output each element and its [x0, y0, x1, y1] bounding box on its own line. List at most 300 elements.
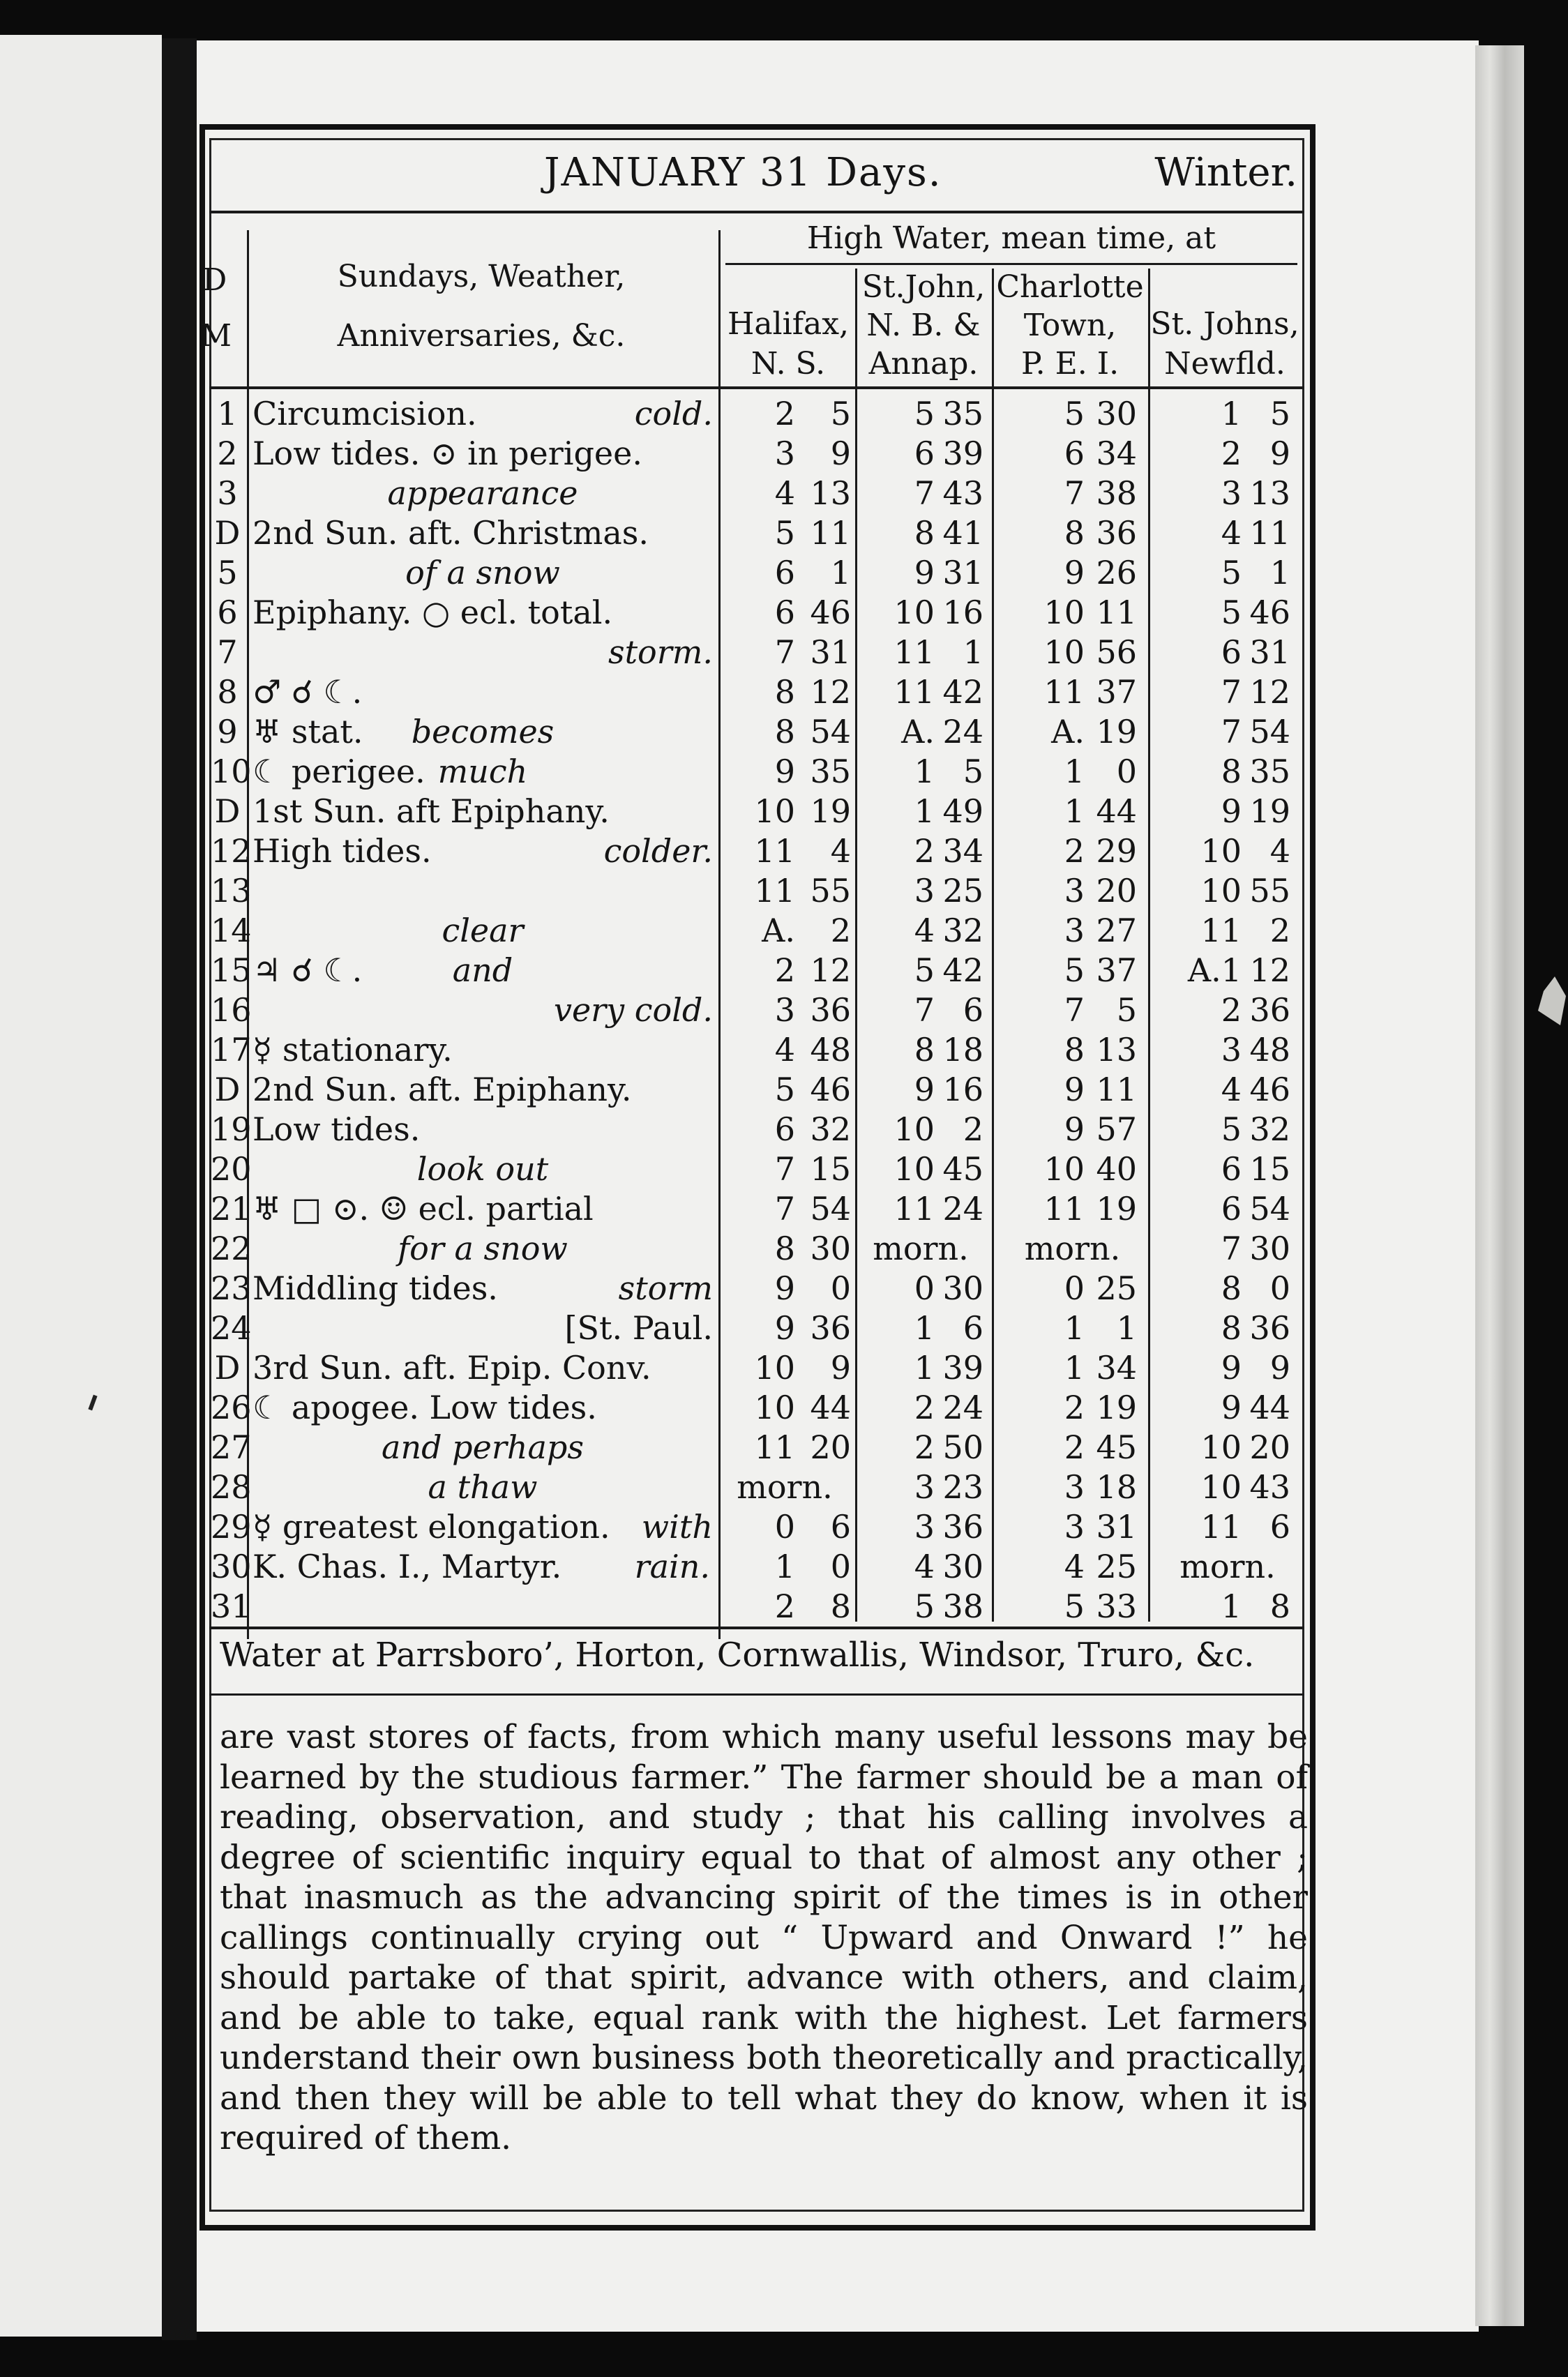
- tide-minute-h: 46: [810, 1071, 851, 1108]
- tide-hour-sj: 10: [894, 1110, 935, 1148]
- table-row: [209, 911, 1304, 951]
- tide-minute-h: 5: [830, 395, 851, 432]
- day-of-month: 19: [211, 1110, 252, 1148]
- header-bottom-rule: [209, 386, 1304, 389]
- charlotte-header-1: Charlotte: [996, 269, 1144, 305]
- tide-hour-h: 6: [774, 594, 795, 631]
- tide-minute-sj: 6: [963, 1309, 983, 1347]
- event-text: ☿ greatest elongation.: [252, 1508, 610, 1546]
- tide-hour-sj: 2: [914, 1389, 935, 1426]
- stjohn-header-2: N. B. &: [866, 308, 981, 343]
- tide-minute-h: 9: [830, 1349, 851, 1387]
- event-text: ♃ ☌ ☾.: [252, 951, 363, 989]
- paragraph-text: are vast stores of facts, from which many useful lessons may be learned by the studious farmer.” The farmer should be a man of reading, observation, and study ; that his calling involves a degree of scientific inquiry equal to that of almost any other ; that inasmuch as the advancing spirit of the times is in other callings continually crying out “ Upward and Onward !” he should partake of that spirit, advance with others, and claim, and be able to take, equal rank with the highest. Let farmers understand their own business both theoretically and practically, and then they will be able to tell what they do know, when it is required of them.: [220, 1718, 1308, 2157]
- tide-minute-ch: 19: [1096, 1190, 1137, 1228]
- tide-hour-ch: 1: [1064, 792, 1085, 830]
- table-row: [209, 1189, 1304, 1229]
- tide-minute-h: 15: [810, 1150, 851, 1188]
- table-row: [209, 831, 1304, 871]
- tide-hour-sj: 3: [914, 872, 935, 910]
- day-of-month: 29: [211, 1508, 252, 1546]
- tide-hour-nf: 5: [1221, 554, 1242, 591]
- table-row: [209, 1110, 1304, 1149]
- table-row: [209, 513, 1304, 553]
- tide-hour-ch: 10: [1043, 633, 1085, 671]
- tide-minute-ch: 19: [1096, 1389, 1137, 1426]
- tide-minute-ch: 30: [1096, 395, 1137, 432]
- tide-hour-h: 7: [774, 1150, 795, 1188]
- tide-hour-h: 8: [774, 1230, 795, 1267]
- tide-minute-ch: 57: [1096, 1110, 1137, 1148]
- tide-minute-sj: 18: [942, 1031, 983, 1069]
- tide-hour-sj: 3: [914, 1468, 935, 1506]
- day-of-month: 20: [211, 1150, 252, 1188]
- tide-minute-sj: 38: [942, 1587, 983, 1625]
- tide-minute-nf: 32: [1249, 1110, 1290, 1148]
- tide-hour-h: 10: [754, 792, 795, 830]
- tide-hour-ch: 0: [1064, 1269, 1085, 1307]
- tide-hour-sj: 8: [914, 1031, 935, 1069]
- tide-minute-nf: 19: [1249, 792, 1290, 830]
- tide-time-nf: morn.: [1179, 1548, 1276, 1585]
- tide-hour-h: 2: [774, 395, 795, 432]
- weather-text: appearance: [387, 474, 578, 512]
- stjohn-header-1: St.John,: [861, 269, 986, 305]
- tide-minute-h: 11: [810, 514, 851, 552]
- tide-hour-sj: 10: [894, 594, 935, 631]
- tide-minute-ch: 37: [1096, 951, 1137, 989]
- event-text: 2nd Sun. aft. Epiphany.: [252, 1071, 632, 1108]
- tide-hour-h: 0: [774, 1508, 795, 1546]
- tide-hour-h: 4: [774, 474, 795, 512]
- table-row: [209, 951, 1304, 990]
- tide-minute-nf: 35: [1249, 753, 1290, 790]
- day-of-month: 24: [211, 1309, 252, 1347]
- tide-minute-sj: 43: [942, 474, 983, 512]
- tide-hour-ch: 9: [1064, 1110, 1085, 1148]
- tide-minute-ch: 27: [1096, 912, 1137, 949]
- day-of-month: 1: [217, 395, 238, 432]
- tide-hour-h: 11: [754, 1428, 795, 1466]
- note-bottom-rule: [209, 1693, 1304, 1696]
- tide-hour-nf: 5: [1221, 1110, 1242, 1148]
- tide-hour-ch: 9: [1064, 1071, 1085, 1108]
- tide-minute-nf: 54: [1249, 1190, 1290, 1228]
- tide-hour-ch: 8: [1064, 514, 1085, 552]
- tide-minute-nf: 31: [1249, 633, 1290, 671]
- tide-hour-ch: 1: [1064, 1349, 1085, 1387]
- tide-minute-ch: 38: [1096, 474, 1137, 512]
- tide-hour-sj: 4: [914, 912, 935, 949]
- tide-hour-ch: 7: [1064, 474, 1085, 512]
- tide-minute-ch: 34: [1096, 435, 1137, 472]
- weather-text: look out: [416, 1150, 549, 1188]
- day-of-month: 14: [211, 912, 252, 949]
- tide-minute-sj: 34: [942, 832, 983, 870]
- tide-hour-ch: 10: [1043, 594, 1085, 631]
- halifax-header-1: Halifax,: [727, 306, 850, 342]
- tide-hour-h: 2: [774, 1587, 795, 1625]
- tide-minute-nf: 43: [1249, 1468, 1290, 1506]
- day-of-month: 26: [211, 1389, 252, 1426]
- tide-hour-h: 6: [774, 1110, 795, 1148]
- tide-hour-ch: A.: [1051, 713, 1085, 750]
- tide-minute-ch: 0: [1116, 753, 1137, 790]
- tide-hour-nf: 11: [1200, 1508, 1242, 1546]
- month-title: JANUARY 31 Days.: [544, 150, 942, 195]
- tide-minute-h: 32: [810, 1110, 851, 1148]
- tide-minute-nf: 1: [1269, 554, 1290, 591]
- tide-minute-nf: 46: [1249, 1071, 1290, 1108]
- tide-hour-nf: 8: [1221, 753, 1242, 790]
- event-text: ♂ ☌ ☾.: [252, 673, 363, 711]
- table-row: [209, 1507, 1304, 1547]
- tide-minute-sj: 23: [942, 1468, 983, 1506]
- tide-minute-sj: 2: [963, 1110, 983, 1148]
- tide-hour-sj: 5: [914, 951, 935, 989]
- weather-text: very cold.: [553, 991, 713, 1029]
- table-row: [209, 1348, 1304, 1388]
- event-text: ♅ stat.: [252, 713, 363, 750]
- tide-minute-ch: 25: [1096, 1269, 1137, 1307]
- tide-hour-nf: 4: [1221, 1071, 1242, 1108]
- season-label: Winter.: [1154, 150, 1297, 195]
- tide-hour-ch: 3: [1064, 1468, 1085, 1506]
- day-of-month: 6: [217, 594, 238, 631]
- tide-minute-nf: 4: [1269, 832, 1290, 870]
- tide-minute-ch: 13: [1096, 1031, 1137, 1069]
- tide-minute-nf: 0: [1269, 1269, 1290, 1307]
- tide-hour-nf: 2: [1221, 435, 1242, 472]
- water-note: Water at Parrsboro’, Horton, Cornwallis, Windsor, Truro, &c.: [220, 1636, 1255, 1675]
- tide-minute-sj: 24: [942, 1389, 983, 1426]
- tide-minute-sj: 39: [942, 1349, 983, 1387]
- tide-hour-h: 3: [774, 991, 795, 1029]
- tide-minute-sj: 1: [963, 633, 983, 671]
- tide-hour-h: 5: [774, 514, 795, 552]
- stjohns-header-2: Newfld.: [1164, 346, 1286, 382]
- tide-minute-ch: 26: [1096, 554, 1137, 591]
- tide-minute-h: 46: [810, 594, 851, 631]
- charlotte-header-3: P. E. I.: [1020, 346, 1120, 382]
- tide-minute-ch: 36: [1096, 514, 1137, 552]
- tide-minute-nf: 30: [1249, 1230, 1290, 1267]
- tide-minute-nf: 9: [1269, 1349, 1290, 1387]
- tide-hour-nf: 3: [1221, 1031, 1242, 1069]
- tide-hour-ch: 2: [1064, 832, 1085, 870]
- event-text: 2nd Sun. aft. Christmas.: [252, 514, 649, 552]
- tide-hour-h: 9: [774, 753, 795, 790]
- tide-minute-nf: 20: [1249, 1428, 1290, 1466]
- tide-minute-h: 12: [810, 673, 851, 711]
- weather-text: storm: [618, 1269, 713, 1307]
- tide-hour-sj: 4: [914, 1548, 935, 1585]
- tide-minute-ch: 11: [1096, 1071, 1137, 1108]
- facing-page: [0, 35, 162, 2337]
- table-row: [209, 434, 1304, 474]
- event-text: Low tides.: [252, 1110, 421, 1148]
- table-row: [209, 1547, 1304, 1587]
- day-of-month: 21: [211, 1190, 252, 1228]
- table-row: [209, 553, 1304, 593]
- day-of-month: 12: [211, 832, 252, 870]
- tide-minute-nf: 12: [1249, 951, 1290, 989]
- event-text: Middling tides.: [252, 1269, 498, 1307]
- tide-minute-sj: 31: [942, 554, 983, 591]
- tide-minute-sj: 41: [942, 514, 983, 552]
- day-of-month: 10: [211, 753, 252, 790]
- table-row: [209, 1149, 1304, 1189]
- event-text: 3rd Sun. aft. Epip. Conv.: [252, 1349, 651, 1387]
- tide-minute-ch: 1: [1116, 1309, 1137, 1347]
- tide-minute-h: 54: [810, 1190, 851, 1228]
- high-water-header: High Water, mean time, at: [806, 220, 1216, 256]
- tide-hour-nf: 10: [1200, 872, 1242, 910]
- tide-minute-ch: 18: [1096, 1468, 1137, 1506]
- day-of-month: 23: [211, 1269, 252, 1307]
- tide-minute-h: 13: [810, 474, 851, 512]
- tide-hour-nf: 11: [1200, 912, 1242, 949]
- event-text: K. Chas. I., Martyr.: [252, 1548, 562, 1585]
- tide-minute-h: 36: [810, 991, 851, 1029]
- day-of-month: 13: [211, 872, 252, 910]
- tide-minute-sj: 30: [942, 1548, 983, 1585]
- weather-text: becomes: [411, 713, 555, 750]
- tide-hour-sj: 1: [914, 1309, 935, 1347]
- tide-minute-nf: 36: [1249, 1309, 1290, 1347]
- tide-hour-ch: 1: [1064, 1309, 1085, 1347]
- tide-hour-ch: 5: [1064, 1587, 1085, 1625]
- weather-text: much: [437, 753, 528, 790]
- tide-hour-h: 6: [774, 554, 795, 591]
- tide-minute-nf: 6: [1269, 1508, 1290, 1546]
- tide-minute-sj: 30: [942, 1269, 983, 1307]
- tide-hour-h: 11: [754, 872, 795, 910]
- stjohn-header-3: Annap.: [868, 346, 979, 382]
- tide-minute-sj: 5: [963, 753, 983, 790]
- day-of-month: 7: [217, 633, 238, 671]
- tide-hour-nf: 5: [1221, 594, 1242, 631]
- table-row: [209, 633, 1304, 672]
- tide-minute-nf: 13: [1249, 474, 1290, 512]
- dm-header-top: D: [202, 262, 227, 298]
- day-of-month: 3: [217, 474, 238, 512]
- tide-minute-sj: 32: [942, 912, 983, 949]
- weather-text: and: [452, 951, 513, 989]
- tide-minute-nf: 12: [1249, 673, 1290, 711]
- tide-minute-sj: 6: [963, 991, 983, 1029]
- tide-hour-nf: 7: [1221, 713, 1242, 750]
- tide-minute-ch: 44: [1096, 792, 1137, 830]
- dm-header-bottom: M: [200, 318, 232, 354]
- high-water-rule: [725, 263, 1297, 265]
- table-row: [209, 792, 1304, 831]
- tide-hour-h: 9: [774, 1269, 795, 1307]
- tide-time-ch: morn.: [1024, 1230, 1121, 1267]
- tide-hour-h: 2: [774, 951, 795, 989]
- event-text: High tides.: [252, 832, 432, 870]
- tide-hour-h: 7: [774, 1190, 795, 1228]
- tide-hour-nf: 3: [1221, 474, 1242, 512]
- tide-hour-sj: 11: [894, 673, 935, 711]
- event-text: 1st Sun. aft Epiphany.: [252, 792, 610, 830]
- tide-hour-sj: 2: [914, 1428, 935, 1466]
- tide-minute-nf: 9: [1269, 435, 1290, 472]
- day-of-month: 15: [211, 951, 252, 989]
- tide-minute-sj: 42: [942, 673, 983, 711]
- title-row: [209, 150, 1304, 206]
- tide-minute-h: 31: [810, 633, 851, 671]
- tide-hour-h: 9: [774, 1309, 795, 1347]
- tide-hour-sj: 9: [914, 554, 935, 591]
- tide-hour-h: 7: [774, 633, 795, 671]
- tide-minute-sj: 50: [942, 1428, 983, 1466]
- weather-text: and perhaps: [382, 1428, 584, 1466]
- tide-hour-sj: 5: [914, 395, 935, 432]
- tide-hour-sj: 1: [914, 753, 935, 790]
- tide-minute-h: 1: [830, 554, 851, 591]
- tide-minute-sj: 24: [942, 1190, 983, 1228]
- tide-minute-nf: 54: [1249, 713, 1290, 750]
- tide-hour-h: 5: [774, 1071, 795, 1108]
- tide-hour-sj: 5: [914, 1587, 935, 1625]
- tide-minute-h: 2: [830, 912, 851, 949]
- table-row: [209, 1308, 1304, 1348]
- tide-hour-nf: 6: [1221, 1150, 1242, 1188]
- day-of-month: 9: [217, 713, 238, 750]
- weather-text: cold.: [634, 395, 713, 432]
- table-row: [209, 1428, 1304, 1467]
- tide-minute-sj: 36: [942, 1508, 983, 1546]
- tide-hour-ch: 5: [1064, 395, 1085, 432]
- tide-minute-sj: 24: [942, 713, 983, 750]
- tide-hour-nf: 1: [1221, 1587, 1242, 1625]
- tide-hour-sj: 11: [894, 633, 935, 671]
- tide-minute-ch: 25: [1096, 1548, 1137, 1585]
- day-of-month: 5: [217, 554, 238, 591]
- event-text: Circumcision.: [252, 395, 477, 432]
- tide-hour-sj: 2: [914, 832, 935, 870]
- tide-hour-h: 8: [774, 673, 795, 711]
- tide-minute-ch: 33: [1096, 1587, 1137, 1625]
- tide-minute-nf: 15: [1249, 1150, 1290, 1188]
- tide-minute-sj: 35: [942, 395, 983, 432]
- tide-hour-h: A.: [762, 912, 795, 949]
- tide-minute-nf: 11: [1249, 514, 1290, 552]
- tide-hour-h: 10: [754, 1389, 795, 1426]
- table-row: [209, 1587, 1304, 1627]
- tide-minute-sj: 39: [942, 435, 983, 472]
- tide-minute-ch: 45: [1096, 1428, 1137, 1466]
- tide-hour-ch: 9: [1064, 554, 1085, 591]
- tide-minute-h: 0: [830, 1269, 851, 1307]
- tide-minute-h: 20: [810, 1428, 851, 1466]
- tide-minute-sj: 42: [942, 951, 983, 989]
- tide-hour-ch: 1: [1064, 753, 1085, 790]
- tide-hour-nf: 7: [1221, 1230, 1242, 1267]
- day-of-month: 27: [211, 1428, 252, 1466]
- tide-minute-h: 30: [810, 1230, 851, 1267]
- tide-hour-sj: 11: [894, 1190, 935, 1228]
- tide-minute-h: 55: [810, 872, 851, 910]
- day-of-month: 2: [217, 435, 238, 472]
- tide-minute-ch: 56: [1096, 633, 1137, 671]
- tide-hour-nf: 10: [1200, 1428, 1242, 1466]
- tide-minute-nf: 36: [1249, 991, 1290, 1029]
- day-of-month: 22: [211, 1230, 252, 1267]
- tide-minute-h: 8: [830, 1587, 851, 1625]
- tide-hour-nf: 8: [1221, 1309, 1242, 1347]
- table-row: [209, 1269, 1304, 1308]
- tide-minute-h: 0: [830, 1548, 851, 1585]
- tide-hour-sj: 8: [914, 514, 935, 552]
- tide-time-sj: morn.: [873, 1230, 969, 1267]
- tide-hour-ch: 2: [1064, 1389, 1085, 1426]
- tide-hour-nf: 2: [1221, 991, 1242, 1029]
- table-row: [209, 1070, 1304, 1110]
- tide-minute-h: 48: [810, 1031, 851, 1069]
- tide-hour-h: 1: [774, 1548, 795, 1585]
- tide-minute-sj: 49: [942, 792, 983, 830]
- tide-hour-h: 10: [754, 1349, 795, 1387]
- tide-minute-sj: 45: [942, 1150, 983, 1188]
- day-of-month: 30: [211, 1548, 252, 1585]
- tide-minute-nf: 2: [1269, 912, 1290, 949]
- weather-text: colder.: [603, 832, 713, 870]
- title-rule: [209, 211, 1304, 213]
- tide-hour-nf: 1: [1221, 395, 1242, 432]
- tide-hour-nf: A.1: [1187, 951, 1242, 989]
- day-of-month: 31: [211, 1587, 252, 1625]
- tide-minute-sj: 25: [942, 872, 983, 910]
- table-bottom-rule: [209, 1627, 1304, 1629]
- weather-text: for a snow: [398, 1230, 568, 1267]
- tide-hour-h: 8: [774, 713, 795, 750]
- day-of-month: 8: [217, 673, 238, 711]
- tide-hour-sj: 6: [914, 435, 935, 472]
- tide-hour-nf: 6: [1221, 1190, 1242, 1228]
- tide-minute-sj: 16: [942, 1071, 983, 1108]
- tide-hour-ch: 11: [1043, 1190, 1085, 1228]
- tide-hour-nf: 9: [1221, 1389, 1242, 1426]
- tide-hour-ch: 10: [1043, 1150, 1085, 1188]
- tide-hour-ch: 6: [1064, 435, 1085, 472]
- tide-minute-h: 12: [810, 951, 851, 989]
- tide-minute-h: 4: [830, 832, 851, 870]
- tide-minute-h: 19: [810, 792, 851, 830]
- table-row: [209, 1467, 1304, 1507]
- torn-corner: [1538, 976, 1566, 1025]
- tide-hour-ch: 11: [1043, 673, 1085, 711]
- tide-hour-sj: 10: [894, 1150, 935, 1188]
- day-of-month: 28: [211, 1468, 252, 1506]
- desc-header-line2: Anniversaries, &c.: [337, 318, 626, 354]
- table-row: [209, 672, 1304, 712]
- tide-hour-nf: 9: [1221, 792, 1242, 830]
- tide-hour-sj: 1: [914, 792, 935, 830]
- tide-hour-h: 11: [754, 832, 795, 870]
- halifax-header-2: N. S.: [751, 346, 826, 382]
- tide-hour-ch: 3: [1064, 872, 1085, 910]
- tide-hour-ch: 5: [1064, 951, 1085, 989]
- tide-minute-nf: 46: [1249, 594, 1290, 631]
- tide-hour-ch: 4: [1064, 1548, 1085, 1585]
- tide-minute-sj: 16: [942, 594, 983, 631]
- event-text: Epiphany. ○ ecl. total.: [252, 594, 613, 631]
- event-text: ☾ perigee.: [252, 753, 425, 790]
- tide-hour-sj: 1: [914, 1349, 935, 1387]
- book-gutter: [162, 38, 197, 2340]
